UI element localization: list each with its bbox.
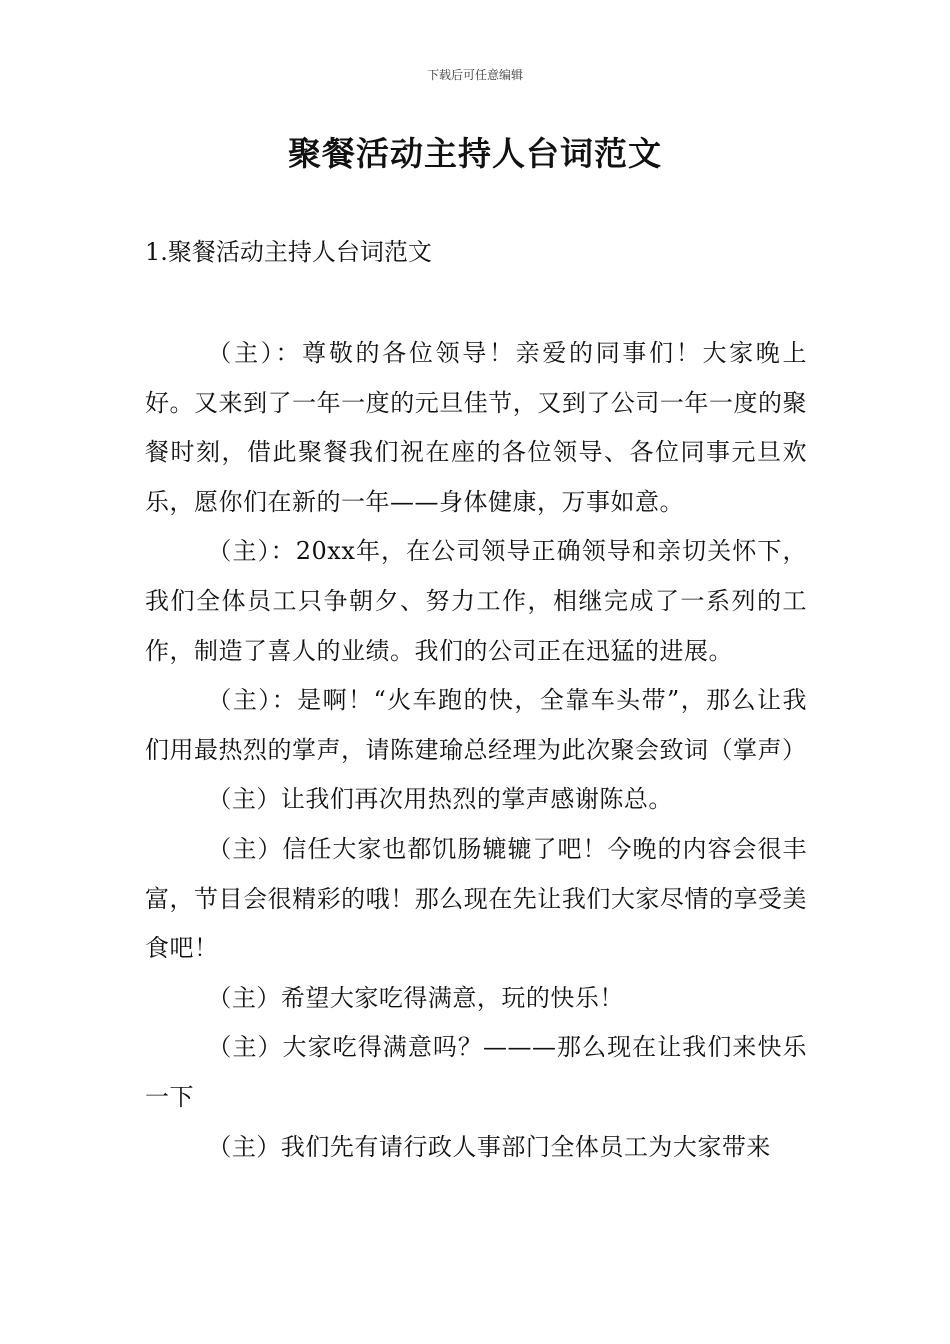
paragraph: （主）希望大家吃得满意，玩的快乐！ [207,983,624,1012]
document-body [145,329,807,1172]
document-title: 聚餐活动主持人台词范文 [288,134,662,173]
section-heading: 1.聚餐活动主持人台词范文 [145,238,432,266]
header-note: 下载后可任意编辑 [426,68,523,82]
paragraph: （主）：是啊！“火车跑的快，全靠车头带”，那么让我们用最热烈的掌声，请陈建瑜总经理为此次聚会致词（掌声） [145,686,807,764]
paragraph: （主）我们先有请行政人事部门全体员工为大家带来 [207,1132,771,1161]
paragraph: （主）让我们再次用热烈的掌声感谢陈总。 [207,785,673,814]
paragraph: （主）：20xx年，在公司领导正确领导和亲切关怀下，我们全体员工只争朝夕、努力工作，相继完成了一系列的工作，制造了喜人的业绩。我们的公司正在迅猛的进展。 [145,537,807,665]
paragraph: （主）：尊敬的各位领导！亲爱的同事们！大家晚上好。又来到了一年一度的元旦佳节，又到了公司一年一度的聚餐时刻，借此聚餐我们祝在座的各位领导、各位同事元旦欢乐，愿你们在新的一年——身体健康，万事如意。 [145,339,807,516]
paragraph: （主）大家吃得满意吗？———那么现在让我们来快乐一下 [145,1033,807,1111]
paragraph: （主）信任大家也都饥肠辘辘了吧！今晚的内容会很丰富，节目会很精彩的哦！那么现在先让我们大家尽情的享受美食吧！ [145,834,807,963]
